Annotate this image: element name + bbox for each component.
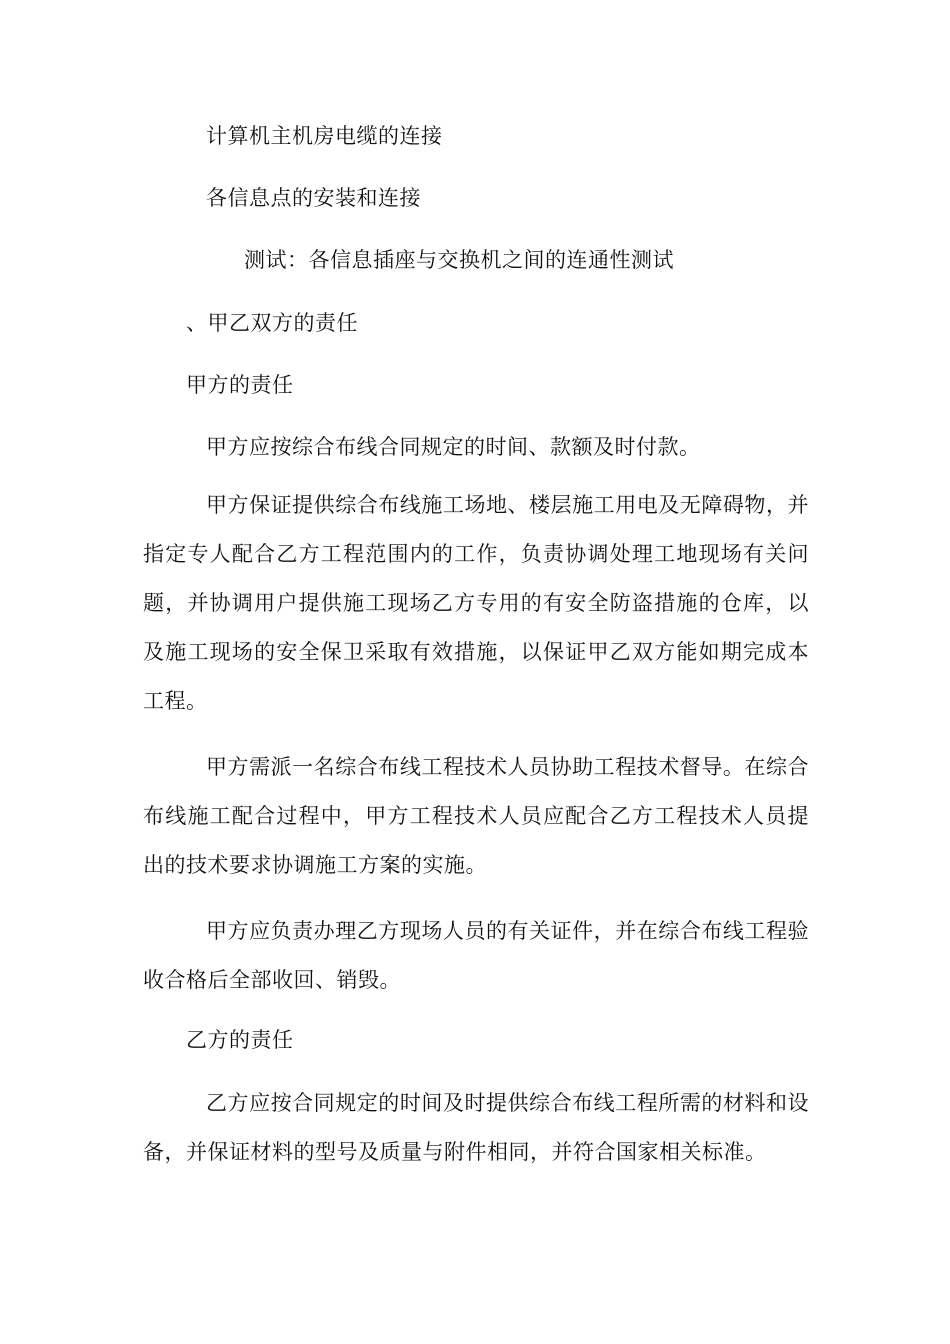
- paragraph-party-a-technician: 甲方需派一名综合布线工程技术人员协助工程技术督导。在综合布线施工配合过程中，甲方工程技术人员应配合乙方工程技术人员提出的技术要求协调施工方案的实施。: [143, 755, 809, 877]
- paragraph-party-a-certificates: 甲方应负责办理乙方现场人员的有关证件，并在综合布线工程验收合格后全部收回、销毁。: [143, 919, 809, 992]
- list-item-connectivity-test: 测试：各信息插座与交换机之间的连通性测试: [244, 248, 674, 272]
- paragraph-party-a-site: 甲方保证提供综合布线施工场地、楼层施工用电及无障碍物，并指定专人配合乙方工程范围内的工作，负责协调处理工地现场有关问题，并协调用户提供施工现场乙方专用的有安全防盗措施的仓库，以及施工现场的安全保卫采取有效措施，以保证甲乙双方能如期完成本工程。: [143, 493, 809, 713]
- list-item-cable-connection: 计算机主机房电缆的连接: [206, 124, 443, 148]
- paragraph-party-a-payment: 甲方应按综合布线合同规定的时间、款额及时付款。: [206, 435, 701, 459]
- section-heading-responsibilities: 、甲乙双方的责任: [186, 311, 358, 335]
- paragraph-party-b-materials: 乙方应按合同规定的时间及时提供综合布线工程所需的材料和设备，并保证材料的型号及质量与附件相同，并符合国家相关标准。: [143, 1091, 809, 1164]
- subheading-party-b: 乙方的责任: [186, 1028, 294, 1052]
- list-item-outlet-installation: 各信息点的安装和连接: [206, 186, 421, 210]
- subheading-party-a: 甲方的责任: [186, 373, 294, 397]
